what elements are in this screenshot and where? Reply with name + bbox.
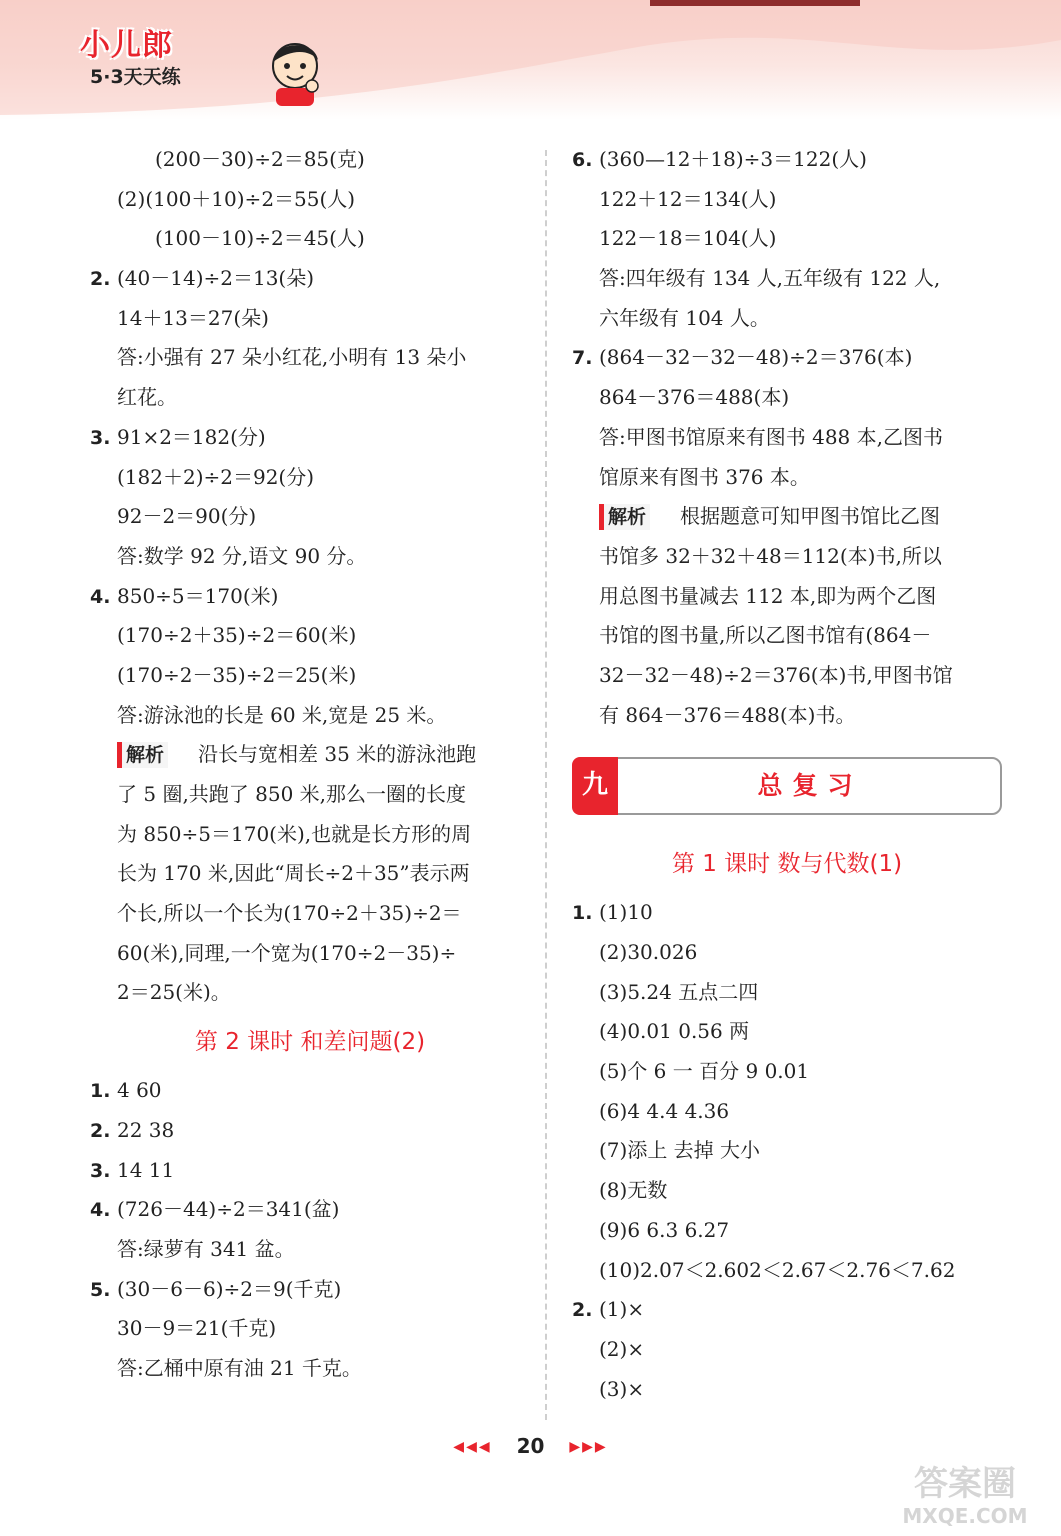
analysis-line: 了 5 圈,共跑了 850 米,那么一圈的长度 [117, 782, 467, 806]
question-number: 1. [572, 902, 593, 925]
answer-line [90, 656, 530, 696]
analysis-line: 2＝25(米)。 [117, 980, 231, 1005]
answer-line [572, 1052, 1002, 1092]
answer-line [90, 1230, 530, 1270]
column-divider [545, 150, 547, 1420]
answer-text: (7)添上 去掉 大小 [599, 1138, 761, 1163]
answer-text: (10)2.07＜2.602＜2.67＜2.76＜7.62 [599, 1257, 956, 1282]
question-number: 4. [90, 585, 111, 608]
answer-text: (4)0.01 0.56 两 [599, 1019, 750, 1044]
right-analysis-lines [572, 537, 1002, 735]
analysis-block-left-first [90, 735, 530, 775]
answer-text: 14＋13＝27(朵) [117, 305, 269, 330]
answer-text: (864－32－32－48)÷2＝376(本) [599, 345, 913, 370]
answer-line [90, 696, 530, 736]
answer-line [90, 299, 530, 339]
section-title-right: 第 1 课时 数与代数(1) [671, 851, 903, 878]
analysis-line: 32－32－48)÷2＝376(本)书,甲图书馆 [599, 662, 953, 687]
answer-text: (360—12＋18)÷3＝122(人) [599, 147, 867, 171]
question-number: 2. [572, 1299, 593, 1322]
answer-text: 六年级有 104 人。 [599, 305, 770, 330]
page-number: 20 [516, 1434, 545, 1458]
answer-line [572, 933, 1002, 973]
answer-text: (726－44)÷2＝341(盆) [117, 1197, 340, 1222]
section-title-left: 第 2 课时 和差问题(2) [194, 1029, 426, 1056]
watermark-line1: 答案圈 [914, 1464, 1016, 1504]
left-analysis-lines [90, 775, 530, 1013]
answer-text: 122－18＝104(人) [599, 226, 777, 251]
question-number: 3. [90, 426, 111, 449]
answer-line [90, 1349, 530, 1389]
answer-line [572, 1012, 1002, 1052]
chapter-heading [572, 757, 1002, 815]
next-arrows-icon: ▶▶▶ [569, 1439, 608, 1455]
answer-line [90, 497, 530, 537]
answer-line [572, 1290, 1002, 1330]
answer-line [90, 1270, 530, 1310]
brand-subtitle: 5·3天天练 [90, 66, 181, 88]
answer-text: (30－6－6)÷2＝9(千克) [117, 1276, 342, 1301]
question-number: 1. [90, 1080, 111, 1103]
analysis-line: 60(米),同理,一个宽为(170÷2－35)÷ [117, 940, 457, 965]
answer-text: 14 11 [117, 1157, 175, 1182]
analysis-text: 沿长与宽相差 35 米的游泳池跑 [198, 742, 477, 767]
answer-text: 答:乙桶中原有油 21 千克。 [117, 1355, 362, 1380]
answer-text: (3)5.24 五点二四 [599, 979, 759, 1004]
answer-line [90, 1151, 530, 1191]
right-column [572, 140, 1002, 1409]
analysis-tag: 解析 [599, 504, 650, 530]
answer-line [90, 458, 530, 498]
question-number: 5. [90, 1278, 111, 1301]
answer-text: (2)30.026 [599, 940, 698, 964]
question-number: 6. [572, 149, 593, 171]
answer-text: 答:四年级有 134 人,五年级有 122 人, [599, 266, 941, 291]
answer-line [572, 458, 1002, 498]
answer-line [572, 219, 1002, 259]
analysis-line: 用总图书量减去 112 本,即为两个乙图 [599, 583, 937, 608]
answer-line [90, 1309, 530, 1349]
answer-line [90, 259, 530, 299]
analysis-line: 书馆多 32＋32＋48＝112(本)书,所以 [599, 543, 942, 568]
watermark-line2: MXQE.COM [902, 1504, 1028, 1528]
answer-line [572, 378, 1002, 418]
answer-line [572, 299, 1002, 339]
answer-line [572, 1131, 1002, 1171]
answer-line [572, 418, 1002, 458]
answer-text: (170÷2－35)÷2＝25(米) [117, 662, 357, 687]
answer-line [572, 1251, 1002, 1291]
right-answers-top [572, 140, 1002, 497]
answer-text: 答:小强有 27 朵小红花,小明有 13 朵小 [117, 345, 467, 370]
prev-arrows-icon: ◀◀◀ [453, 1439, 492, 1455]
answer-text: (2)× [599, 1336, 645, 1361]
analysis-line: 有 864－376＝488(本)书。 [599, 702, 856, 727]
right-answers-bottom [572, 893, 1002, 1409]
answer-line [572, 338, 1002, 378]
analysis-tag: 解析 [117, 742, 168, 768]
answer-text: (6)4 4.4 4.36 [599, 1098, 730, 1123]
mascot-boy-icon [262, 36, 328, 108]
question-number: 2. [90, 268, 111, 291]
answer-line [90, 577, 530, 617]
answer-text: (1)× [599, 1297, 645, 1322]
left-answers-bottom [90, 1071, 530, 1389]
left-column [90, 140, 530, 1389]
answer-text: 91×2＝182(分) [117, 424, 266, 449]
answer-line [572, 1211, 1002, 1251]
answer-text: (2)(100＋10)÷2＝55(人) [117, 186, 356, 211]
watermark-logo [885, 1455, 1045, 1530]
answer-line [572, 1330, 1002, 1370]
answer-text: 答:数学 92 分,语文 90 分。 [117, 543, 367, 568]
answer-line [90, 1190, 530, 1230]
answer-line [90, 180, 530, 220]
left-answers-top [90, 140, 530, 735]
answer-text: (3)× [599, 1376, 645, 1401]
answer-text: 答:游泳池的长是 60 米,宽是 25 米。 [117, 702, 447, 727]
chapter-title: 总复习 [757, 771, 863, 801]
analysis-block-right-first [572, 497, 1002, 537]
answer-text: (40－14)÷2＝13(朵) [117, 266, 315, 291]
answer-line [572, 180, 1002, 220]
answer-line [90, 418, 530, 458]
answer-line [572, 259, 1002, 299]
answer-text: 30－9＝21(千克) [117, 1316, 277, 1341]
answer-text: 答:绿萝有 341 盆。 [117, 1236, 295, 1261]
answer-text: 850÷5＝170(米) [117, 583, 279, 608]
answer-line [90, 378, 530, 418]
analysis-text: 根据题意可知甲图书馆比乙图 [680, 504, 941, 529]
answer-text: 22 38 [117, 1117, 175, 1142]
question-number: 4. [90, 1199, 111, 1222]
answer-line [90, 1071, 530, 1111]
answer-line [90, 616, 530, 656]
answer-text: (200－30)÷2＝85(克) [155, 147, 365, 171]
answer-text: 红花。 [117, 385, 177, 410]
answer-text: (1)10 [599, 900, 653, 925]
answer-line [572, 140, 1002, 180]
analysis-line: 长为 170 米,因此“周长÷2＋35”表示两 [117, 861, 470, 886]
answer-text: 864－376＝488(本) [599, 385, 790, 410]
answer-text: 4 60 [117, 1078, 162, 1103]
header-rule [650, 0, 860, 6]
answer-text: 馆原来有图书 376 本。 [599, 464, 810, 489]
answer-text: (5)个 6 一 百分 9 0.01 [599, 1059, 810, 1084]
answer-line [572, 893, 1002, 933]
brand-title: 小儿郎 [80, 28, 173, 63]
answer-line [90, 338, 530, 378]
answer-text: (182＋2)÷2＝92(分) [117, 464, 315, 489]
answer-text: (170÷2＋35)÷2＝60(米) [117, 623, 357, 648]
answer-line [90, 1111, 530, 1151]
question-number: 7. [572, 347, 593, 370]
answer-text: 92－2＝90(分) [117, 504, 257, 529]
answer-text: 答:甲图书馆原来有图书 488 本,乙图书 [599, 424, 943, 449]
answer-line [572, 973, 1002, 1013]
answer-line [90, 219, 530, 259]
answer-line [90, 140, 530, 180]
answer-text: (8)无数 [599, 1178, 668, 1203]
answer-line [572, 1370, 1002, 1410]
analysis-line: 个长,所以一个长为(170÷2＋35)÷2＝ [117, 901, 462, 926]
question-number: 3. [90, 1159, 111, 1182]
brand-logo [70, 20, 270, 95]
chapter-number: 九 [572, 757, 618, 815]
analysis-line: 为 850÷5＝170(米),也就是长方形的周 [117, 821, 472, 846]
answer-text: (9)6 6.3 6.27 [599, 1217, 730, 1242]
question-number: 2. [90, 1119, 111, 1142]
answer-text: (100－10)÷2＝45(人) [155, 226, 365, 251]
answer-text: 122＋12＝134(人) [599, 186, 777, 211]
answer-line [572, 1171, 1002, 1211]
answer-line [90, 537, 530, 577]
answer-line [572, 1092, 1002, 1132]
analysis-line: 书馆的图书量,所以乙图书馆有(864－ [599, 623, 932, 648]
